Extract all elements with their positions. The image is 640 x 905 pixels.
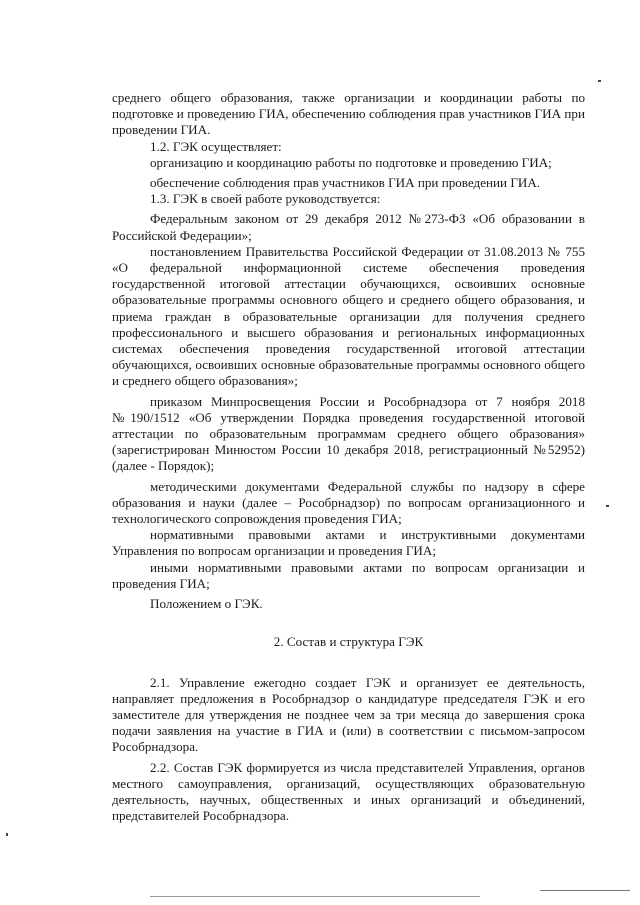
document-body [112,90,585,824]
paragraph: 1.2. ГЭК осуществляет: [150,138,282,154]
paragraph: постановлением Правительства Российской Федерации от 31.08.2013 № 755 «О федеральной информационной системе обеспечения проведения государственной итоговой аттестации обучающихся, освоивших основные образовательные программы основного общего и среднего общего образования, и приема граждан в образовательные организации для получения среднего профессионального и высшего образования и региональных информационных системах обеспечения проведения государственной итоговой аттестации обучающихся, освоивших основные образовательные программы основного общего и среднего общего образования»; [112,243,585,389]
paragraph: приказом Минпросвещения России и Рособрнадзора от 7 ноября 2018 №190/1512 «Об утверждении Порядка проведения государственной итоговой аттестации по образовательным программам среднего общего образования» (зарегистрирован Минюстом России 10 декабря 2018, регистрационный №52952) (далее - Порядок); [112,393,585,474]
paragraph: 1.3. ГЭК в своей работе руководствуется: [150,191,381,207]
paragraph: нормативными правовыми актами и инструктивными документами Управления по вопросам организации и проведения ГИА; [112,527,585,559]
paragraph: Федеральным законом от 29 декабря 2012 №273-ФЗ «Об образовании в Российской Федерации»; [112,211,585,243]
scan-mark [598,80,601,82]
section-heading: 2. Состав и структура ГЭК [273,634,424,650]
scan-mark [6,833,8,836]
paragraph: организацию и координацию работы по подготовке и проведению ГИА; [150,154,552,170]
paragraph: Положением о ГЭК. [150,596,263,612]
scan-line [150,896,480,897]
paragraph: 2.1. Управление ежегодно создает ГЭК и организует ее деятельность, направляет предложения в Рособрнадзор о кандидатуре председателя ГЭК и его заместителе для утверждения не позднее чем за три месяца до завершения срока подачи заявления на участие в ГИА и (или) в соответствии с письмом-запросом Рособрнадзора. [112,674,585,755]
scan-line [540,890,630,891]
paragraph: обеспечение соблюдения прав участников ГИА при проведении ГИА. [150,175,541,191]
paragraph: методическими документами Федеральной службы по надзору в сфере образования и науки (далее – Рособрнадзор) по вопросам организационного и технологического сопровождения проведения ГИА; [112,478,585,527]
paragraph: среднего общего образования, также организации и координации работы по подготовке и проведению ГИА, обеспечению соблюдения прав участников ГИА при проведении ГИА. [112,90,585,138]
paragraph: иными нормативными правовыми актами по вопросам организации и проведения ГИА; [112,559,585,591]
scan-mark [606,505,609,507]
paragraph: 2.2. Состав ГЭК формируется из числа представителей Управления, органов местного самоуправления, организаций, осуществляющих образовательную деятельность, научных, общественных и иных организаций и объединений, представителей Рособрнадзора. [112,759,585,824]
